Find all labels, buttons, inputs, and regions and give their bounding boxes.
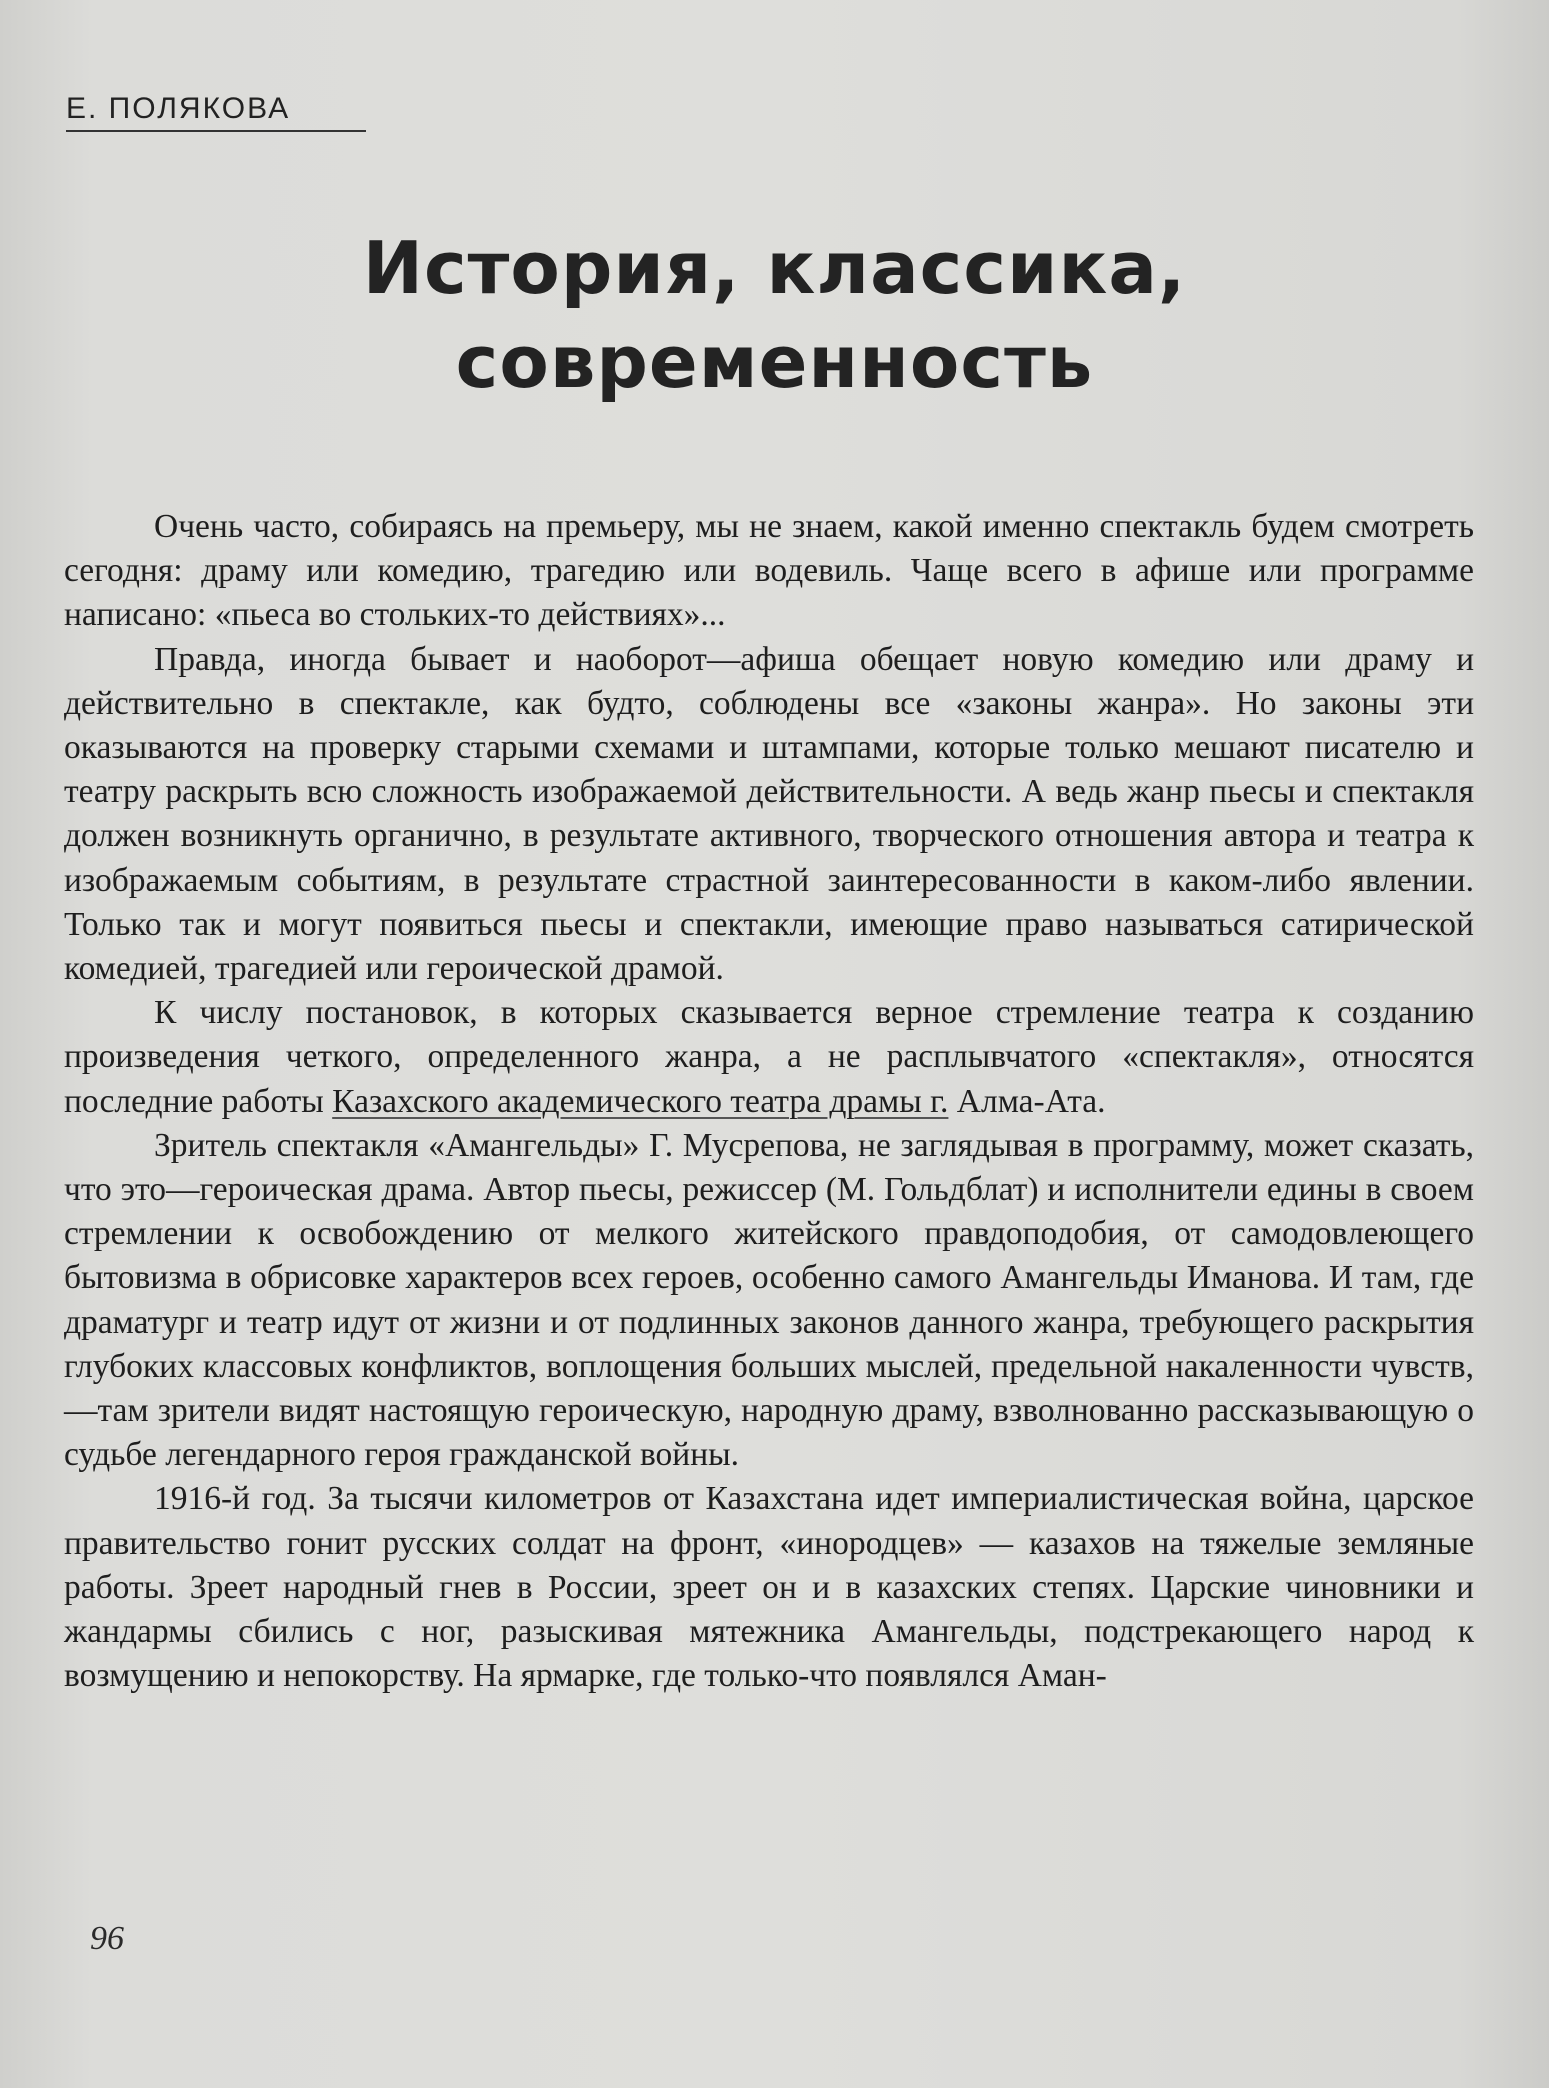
- author-name: Е. ПОЛЯКОВА: [66, 92, 366, 132]
- paragraph-3-end: Алма-Ата.: [948, 1082, 1106, 1120]
- underlined-theatre-name: Казахского академического театра драмы г.: [332, 1082, 949, 1120]
- article-title: [0, 222, 1549, 409]
- title-line-1: История, классика,: [362, 226, 1187, 310]
- paragraph-4: Зритель спектакля «Амангельды» Г. Мусрепова, не заглядывая в программу, может сказать, что это—героическая драма. Автор пьесы, режиссер (М. Гольдблат) и исполнители едины в своем стремлении к освобождению от мелкого житейского правдоподобия, от самодовлеющего бытовизма в обрисовке характеров всех героев, особенно самого Амангельды Иманова. И там, где драматург и театр идут от жизни и от подлинных законов данного жанра, требующего раскрытия глубоких классовых конфликтов, воплощения больших мыслей, предельной накаленности чувств,—там зрители видят настоящую героическую, народную драму, взволнованно рассказывающую о судьбе легендарного героя гражданской войны.: [64, 1126, 1474, 1474]
- paragraph-3-start: К числу постановок, в которых сказывается верное стремление театра к созданию произведения четкого, определенного жанра, а не расплывчатого «спектакля», относятся последние работы: [64, 994, 1474, 1120]
- article-body: [64, 505, 1474, 1698]
- title-line-2: современность: [455, 319, 1094, 404]
- paragraph-1: Очень часто, собираясь на премьеру, мы не знаем, какой именно спектакль будем смотреть сегодня: драму или комедию, трагедию или водевиль. Чаще всего в афише или программе написано: «пьеса во стольких-то действиях»...: [64, 508, 1474, 634]
- paragraph-5: 1916-й год. За тысячи километров от Казахстана идет империалистическая война, царское правительство гонит русских солдат на фронт, «инородцев» — казахов на тяжелые земляные работы. Зреет народный гнев в России, зреет он и в казахских степях. Царские чиновники и жандармы сбились с ног, разыскивая мятежника Амангельды, подстрекающего народ к возмущению и непокорству. На ярмарке, где только-что появлялся Аман-: [64, 1480, 1474, 1695]
- page-number: 96: [90, 1920, 124, 1957]
- paragraph-2: Правда, иногда бывает и наоборот—афиша обещает новую комедию или драму и действительно в спектакле, как будто, соблюдены все «законы жанра». Но законы эти оказываются на проверку старыми схемами и штампами, которые только мешают писателю и театру раскрыть всю сложность изображаемой действительности. А ведь жанр пьесы и спектакля должен возникнуть органично, в результате активного, творческого отношения автора и театра к изображаемым событиям, в результате страстной заинтересованности в каком-либо явлении. Только так и могут появиться пьесы и спектакли, имеющие право называться сатирической комедией, трагедией или героической драмой.: [64, 640, 1474, 988]
- paragraph-3: [64, 991, 1474, 1124]
